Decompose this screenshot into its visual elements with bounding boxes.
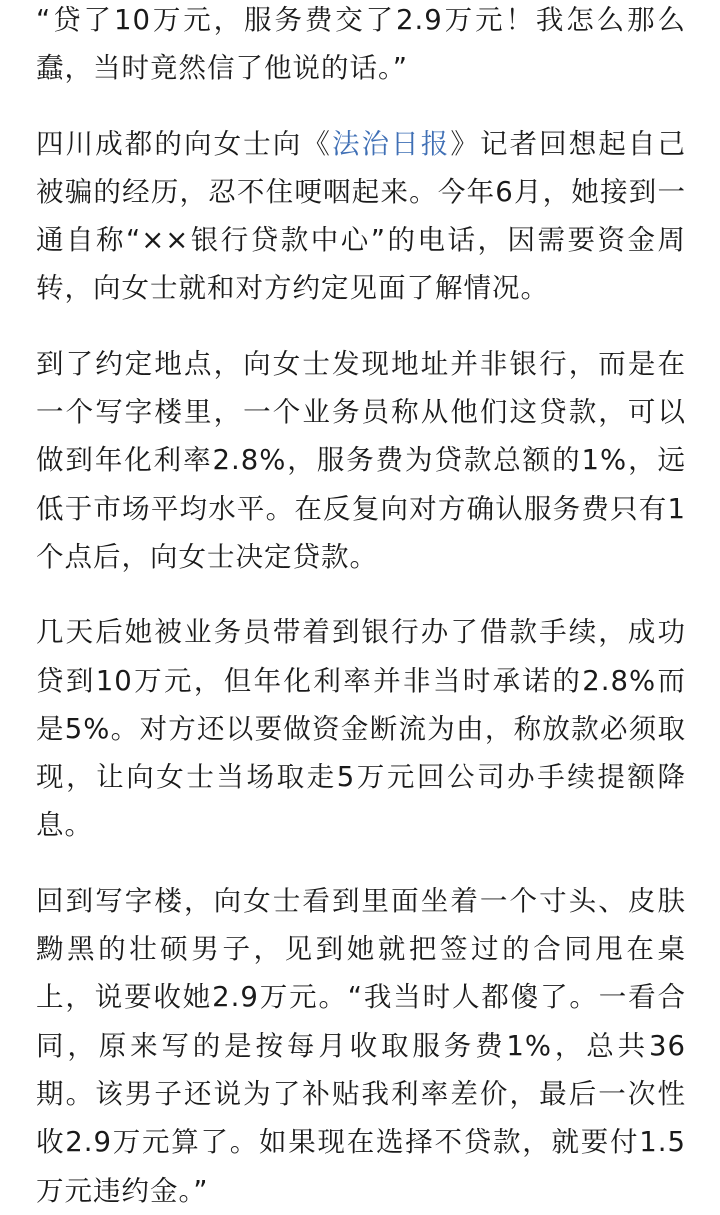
paragraph-2-lead: 四川成都的向女士向《 — [36, 127, 332, 160]
paragraph-4: 几天后她被业务员带着到银行办了借款手续，成功贷到10万元，但年化利率并非当时承诺的2.8%而是5%。对方还以要做资金断流为由，称放款必须取现，让向女士当场取走5万元回公司办手续提额降息。 — [36, 616, 686, 842]
paragraph-3: 到了约定地点，向女士发现地址并非银行，而是在一个写字楼里，一个业务员称从他们这贷款，可以做到年化利率2.8%，服务费为贷款总额的1%，远低于市场平均水平。在反复向对方确认服务费只有1个点后，向女士决定贷款。 — [36, 347, 686, 573]
paragraph-1: “贷了10万元，服务费交了2.9万元！我怎么那么蠢，当时竟然信了他说的话。” — [36, 4, 686, 85]
paragraph-5: 回到写字楼，向女士看到里面坐着一个寸头、皮肤黝黑的壮硕男子，见到她就把签过的合同甩在桌上，说要收她2.9万元。“我当时人都傻了。一看合同，原来写的是按每月收取服务费1%，总共36期。该男子还说为了补贴我利率差价，最后一次性收2.9万元算了。如果现在选择不贷款，就要付1.5万元违约金。” — [36, 884, 686, 1207]
newspaper-link[interactable]: 法治日报 — [331, 127, 451, 160]
paragraph-2 — [36, 120, 686, 313]
paragraph-2-rest: 》记者回想起自己被骗的经历，忍不住哽咽起来。今年6月，她接到一通自称“××银行贷款中心”的电话，因需要资金周转，向女士就和对方约定见面了解情况。 — [36, 127, 687, 305]
